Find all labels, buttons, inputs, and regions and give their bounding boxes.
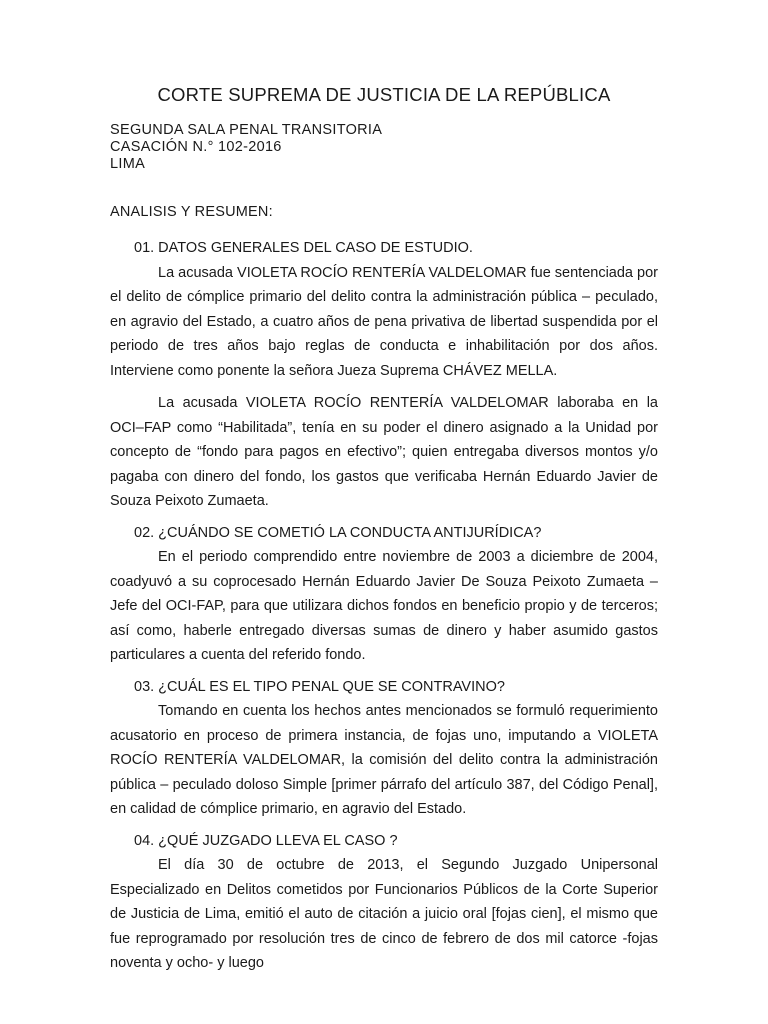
analysis-heading: ANALISIS Y RESUMEN: [110,204,273,220]
section-04 [110,829,658,976]
section-03 [110,675,658,822]
document-body [110,236,658,976]
case-number-line: CASACIÓN N.° 102-2016 [110,139,282,155]
paragraph: La acusada VIOLETA ROCÍO RENTERÍA VALDELOMAR laboraba en la OCI–FAP como “Habilitada”, tenía en su poder el dinero asignado a la Unidad por concepto de “fondo para pagos en efectivo”; quien entregaba diversos montos y/o pagaba con dinero del fondo, los gastos que verificaba Hernán Eduardo Javier de Souza Peixoto Zumaeta. [110,395,658,509]
paragraph: En el periodo comprendido entre noviembre de 2003 a diciembre de 2004, coadyuvó a su coprocesado Hernán Eduardo Javier De Souza Peixoto Zumaeta – Jefe del OCI-FAP, para que utilizara dichos fondos en beneficio propio y de terceros; así como, haberle entregado diversas sumas de dinero y haber asumido gastos particulares a cuenta del referido fondo. [110,549,658,663]
section-heading: 03. ¿CUÁL ES EL TIPO PENAL QUE SE CONTRAVINO? [134,678,505,695]
paragraph: El día 30 de octubre de 2013, el Segundo Juzgado Unipersonal Especializado en Delitos cometidos por Funcionarios Públicos de la Corte Superior de Justicia de Lima, emitió el auto de citación a juicio oral [fojas cien], el mismo que fue reprogramado por resolución tres de cinco de febrero de dos mil catorce -fojas noventa y ocho- y luego [110,857,658,971]
case-header [110,122,382,173]
section-02 [110,521,658,668]
paragraph: La acusada VIOLETA ROCÍO RENTERÍA VALDELOMAR fue sentenciada por el delito de cómplice primario del delito contra la administración pública – peculado, en agravio del Estado, a cuatro años de pena privativa de libertad suspendida por el periodo de tres años bajo reglas de conducta e inhabilitación por dos años. Interviene como ponente la señora Jueza Suprema CHÁVEZ MELLA. [110,264,658,379]
document-title: CORTE SUPREMA DE JUSTICIA DE LA REPÚBLICA [157,84,611,105]
city-line: LIMA [110,156,146,172]
section-heading: 04. ¿QUÉ JUZGADO LLEVA EL CASO ? [134,832,398,849]
section-heading: 02. ¿CUÁNDO SE COMETIÓ LA CONDUCTA ANTIJURÍDICA? [134,524,542,541]
section-heading: 01. DATOS GENERALES DEL CASO DE ESTUDIO. [134,240,473,256]
chamber-line: SEGUNDA SALA PENAL TRANSITORIA [110,122,383,138]
paragraph: Tomando en cuenta los hechos antes mencionados se formuló requerimiento acusatorio en proceso de primera instancia, de fojas uno, imputando a VIOLETA ROCÍO RENTERÍA VALDELOMAR, la comisión del delito contra la administración pública – peculado doloso Simple [primer párrafo del artículo 387, del Código Penal], en calidad de cómplice primario, en agravio del Estado. [110,703,658,817]
section-01 [110,236,658,514]
